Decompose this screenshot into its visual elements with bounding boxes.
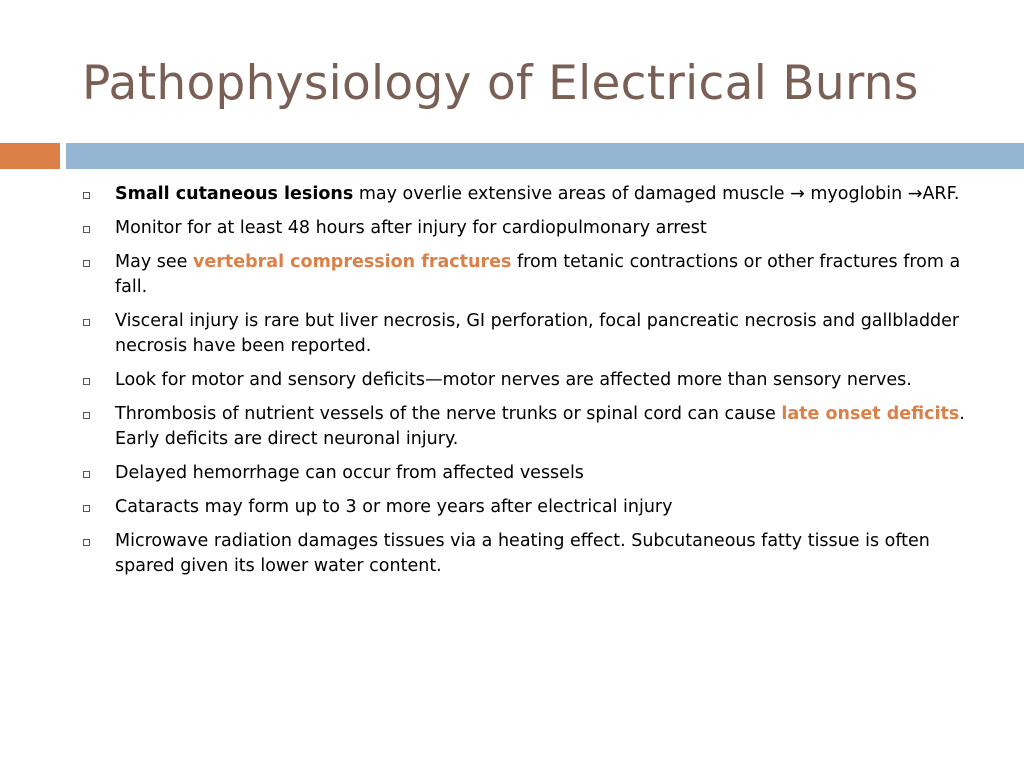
arrow-right-icon: → — [907, 184, 923, 204]
bullet-text-end: ARF. — [922, 184, 960, 204]
bullet-item-7 — [80, 461, 980, 486]
bullet-text: Monitor for at least 48 hours after injury for cardiopulmonary arrest — [115, 218, 707, 238]
bullet-text-post: from tetanic contractions or other fractures from a fall. — [115, 252, 961, 297]
square-bullet-icon — [83, 378, 90, 385]
bullet-text-post: . Early deficits are direct neuronal injury. — [115, 404, 965, 449]
accent-bar-orange — [0, 143, 60, 169]
bullet-text: Look for motor and sensory deficits—motor nerves are affected more than sensory nerves. — [115, 370, 912, 390]
highlight-text: vertebral compression fractures — [192, 252, 512, 272]
bullet-text-pre: May see — [115, 252, 193, 272]
bullet-text-pre: Thrombosis of nutrient vessels of the nerve trunks or spinal cord can cause — [115, 404, 782, 424]
bullet-item-4 — [80, 309, 980, 359]
bullet-item-5 — [80, 368, 980, 393]
square-bullet-icon — [83, 412, 90, 419]
bullet-text: Cataracts may form up to 3 or more years after electrical injury — [115, 497, 673, 517]
bullet-item-9 — [80, 529, 980, 579]
highlight-text: late onset deficits — [781, 404, 960, 424]
bullet-bold-lead: Small cutaneous lesions — [115, 184, 354, 204]
bullet-item-1 — [80, 182, 980, 207]
bullet-text: Visceral injury is rare but liver necrosis, GI perforation, focal pancreatic necrosis and gallbladder necrosis have been reported. — [115, 311, 960, 356]
square-bullet-icon — [83, 192, 90, 199]
slide-title: Pathophysiology of Electrical Burns — [82, 56, 919, 111]
square-bullet-icon — [83, 505, 90, 512]
bullet-text: Microwave radiation damages tissues via a heating effect. Subcutaneous fatty tissue is often spared given its lower water content. — [115, 531, 930, 576]
square-bullet-icon — [83, 539, 90, 546]
square-bullet-icon — [83, 260, 90, 267]
square-bullet-icon — [83, 471, 90, 478]
bullet-text: Delayed hemorrhage can occur from affected vessels — [115, 463, 584, 483]
bullet-item-8 — [80, 495, 980, 520]
square-bullet-icon — [83, 226, 90, 233]
bullet-text: may overlie extensive areas of damaged muscle → myoglobin — [353, 184, 908, 204]
accent-bar-blue — [66, 143, 1024, 169]
bullet-item-6 — [80, 402, 980, 452]
bullet-item-3 — [80, 250, 980, 300]
square-bullet-icon — [83, 319, 90, 326]
bullet-list — [80, 182, 980, 588]
bullet-item-2 — [80, 216, 980, 241]
